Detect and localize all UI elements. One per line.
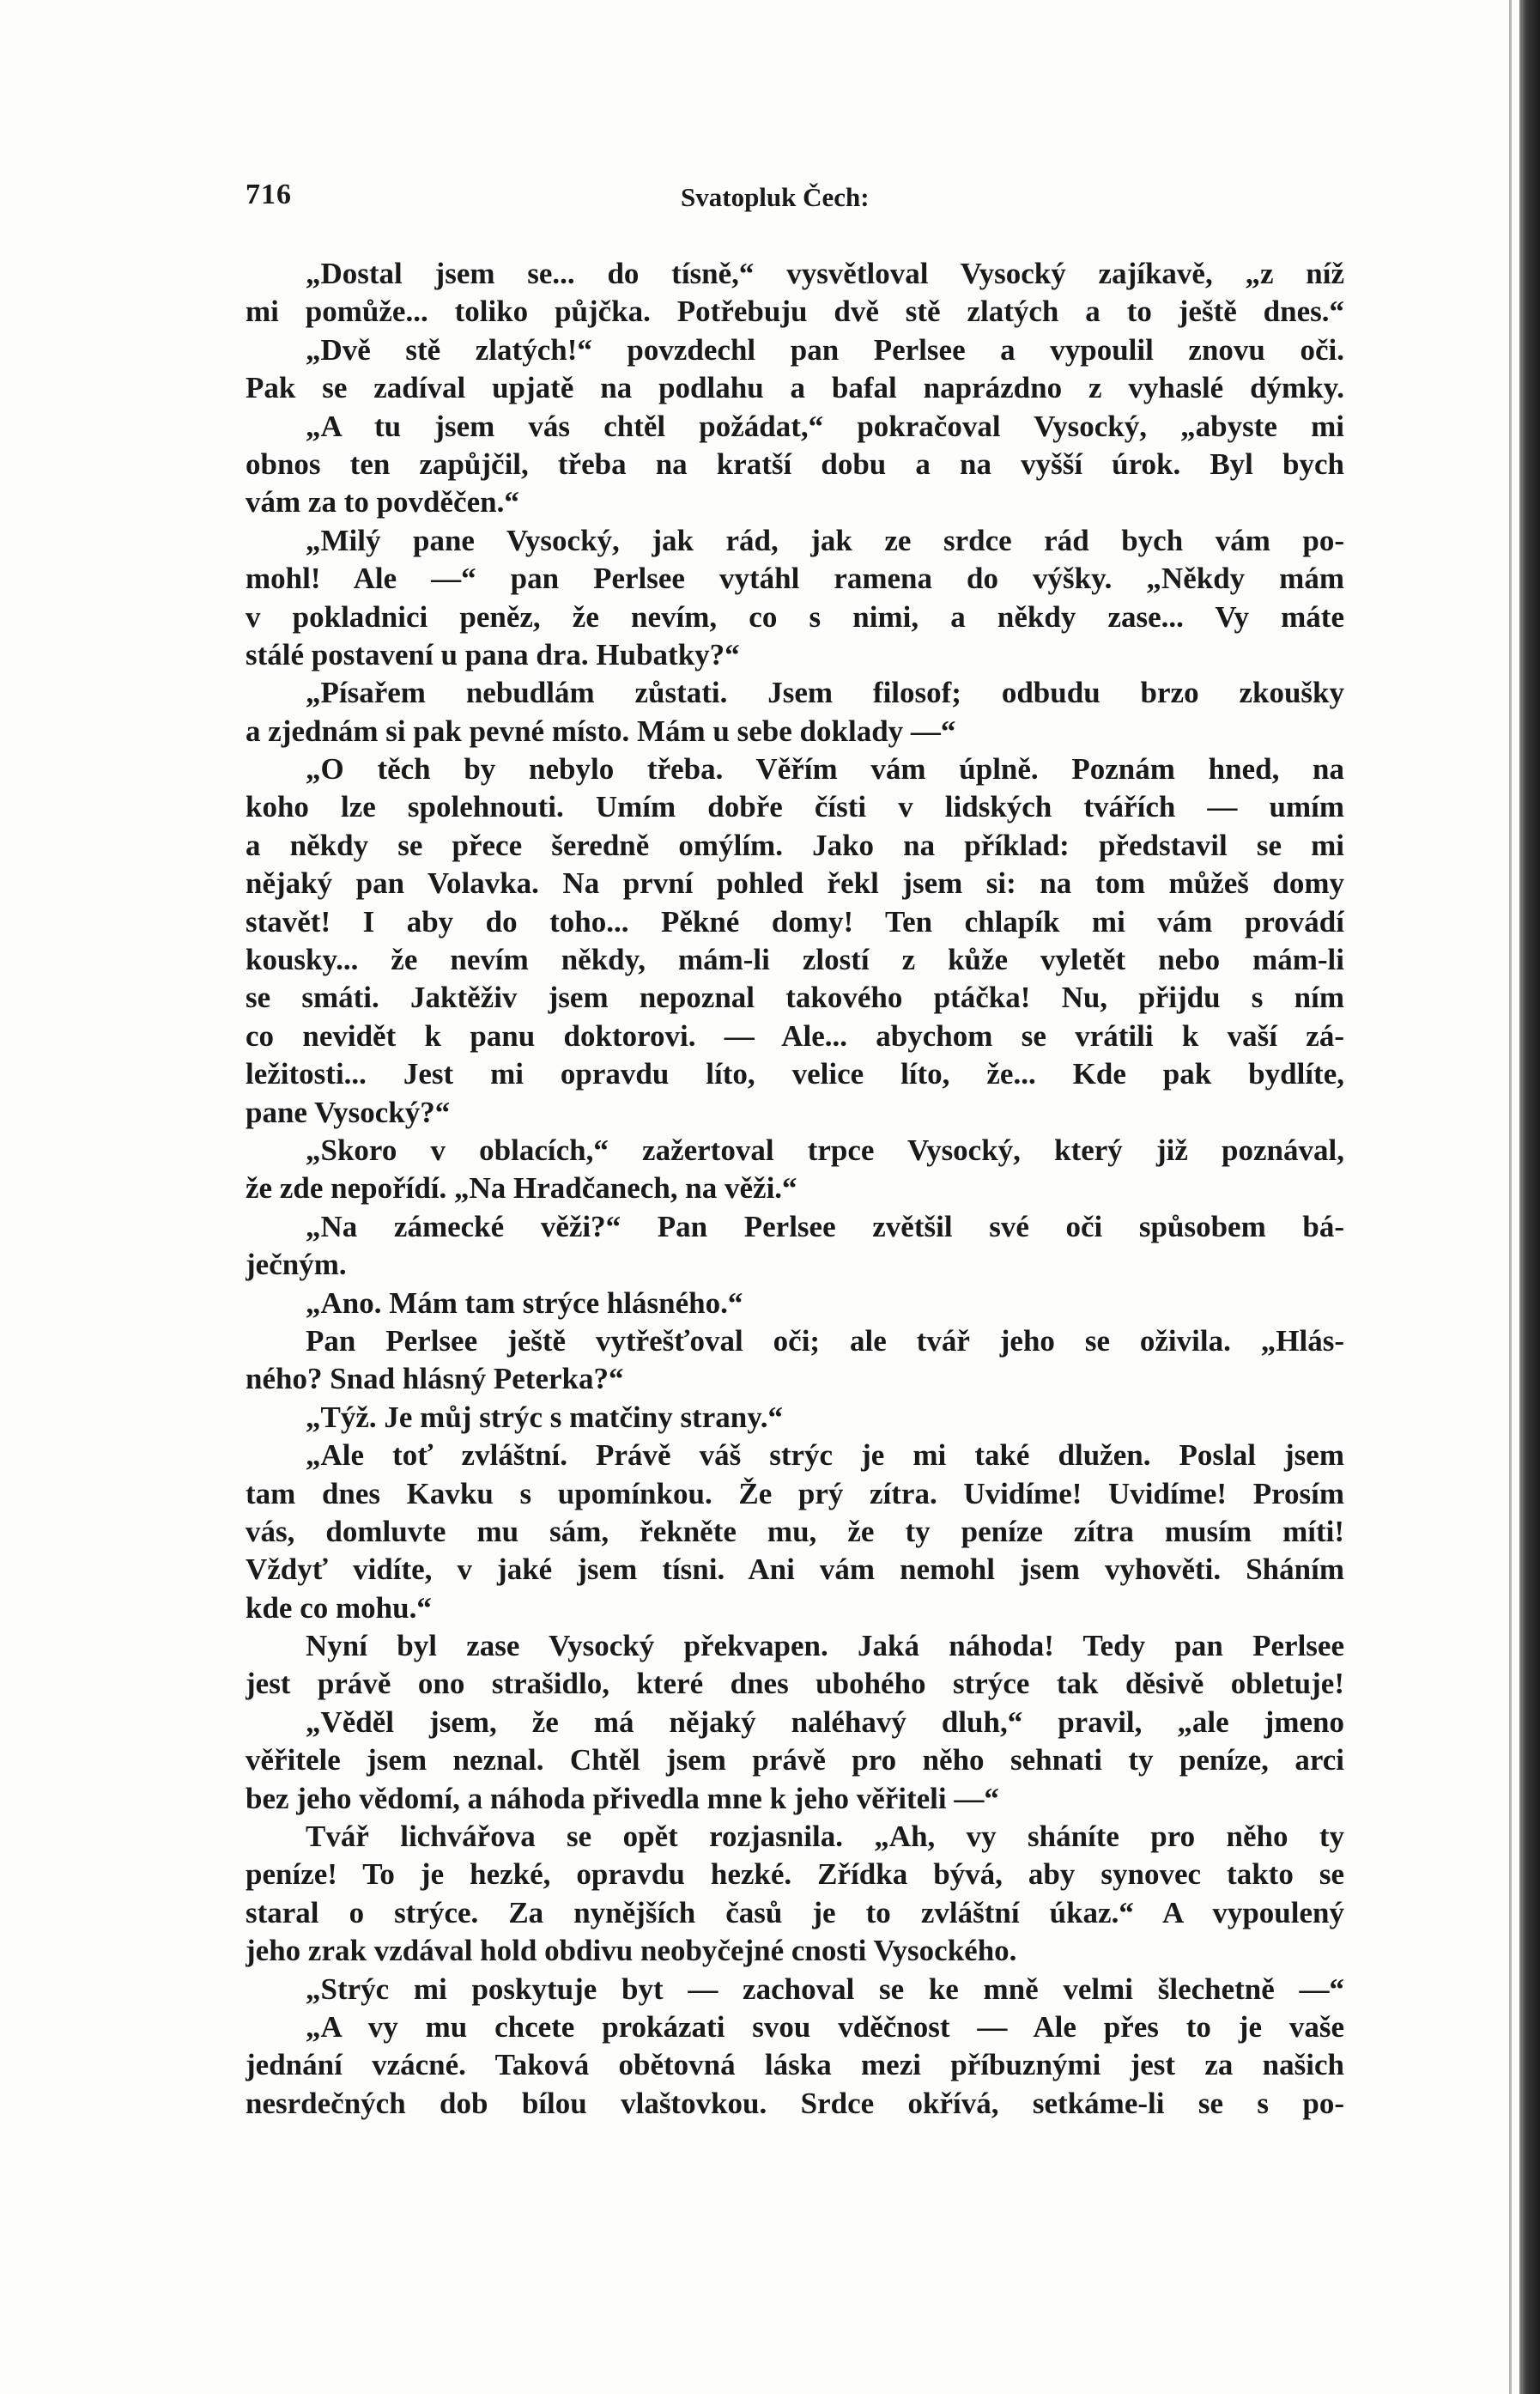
text-line: Pak se zadíval upjatě na podlahu a bafal naprázdno z vyhaslé dýmky. bbox=[246, 371, 1344, 405]
text-line: „A vy mu chcete prokázati svou vděčnost — Ale přes to je vaše bbox=[306, 2009, 1344, 2044]
text-line: „Skoro v oblacích,“ zažertoval trpce Vysocký, který již poznával, bbox=[306, 1133, 1344, 1167]
text-line: ležitosti... Jest mi opravdu líto, velice líto, že... Kde pak bydlíte, bbox=[246, 1057, 1344, 1091]
text-line: kousky... že nevím někdy, mám-li zlostí z kůže vyletět nebo mám-li bbox=[246, 943, 1344, 977]
page-number: 716 bbox=[246, 179, 292, 210]
text-line: věřitele jsem neznal. Chtěl jsem právě pro něho sehnati ty peníze, arci bbox=[246, 1743, 1344, 1777]
text-line: bez jeho vědomí, a náhoda přivedla mne k jeho věřiteli —“ bbox=[246, 1781, 999, 1815]
text-line: „Ano. Mám tam strýce hlásného.“ bbox=[306, 1285, 743, 1320]
text-line: a někdy se přece šeredně omýlím. Jako na příklad: představil se mi bbox=[246, 828, 1344, 862]
text-line: peníze! To je hezké, opravdu hezké. Zřídka bývá, aby synovec takto se bbox=[246, 1857, 1344, 1892]
text-line: nesrdečných dob bílou vlaštovkou. Srdce okřívá, setkáme-li se s po- bbox=[246, 2086, 1344, 2120]
text-line: „Věděl jsem, že má nějaký naléhavý dluh,“ pravil, „ale jmeno bbox=[306, 1704, 1344, 1739]
text-line: jest právě ono strašidlo, které dnes ubohého strýce tak děsivě obletuje! bbox=[246, 1667, 1344, 1701]
text-line: obnos ten zapůjčil, třeba na kratší dobu a na vyšší úrok. Byl bych bbox=[246, 447, 1344, 481]
text-line: „Na zámecké věži?“ Pan Perlsee zvětšil své oči spůsobem bá- bbox=[306, 1209, 1344, 1243]
running-title: Svatopluk Čech: bbox=[681, 182, 870, 212]
scan-border bbox=[1519, 0, 1540, 2394]
text-line: „Týž. Je můj strýc s matčiny strany.“ bbox=[306, 1400, 784, 1434]
text-line: „Ale toť zvláštní. Právě váš strýc je mi také dlužen. Poslal jsem bbox=[306, 1438, 1344, 1473]
text-line: „Písařem nebudlám zůstati. Jsem filosof; odbudu brzo zkoušky bbox=[306, 676, 1344, 710]
text-line: Tvář lichvářova se opět rozjasnila. „Ah, vy sháníte pro něho ty bbox=[306, 1820, 1344, 1854]
text-line: Nyní byl zase Vysocký překvapen. Jaká náhoda! Tedy pan Perlsee bbox=[306, 1629, 1344, 1663]
body-text bbox=[246, 255, 1344, 2123]
text-line: „Milý pane Vysocký, jak rád, jak ze srdce rád bych vám po- bbox=[306, 523, 1344, 557]
text-line: kde co mohu.“ bbox=[246, 1590, 432, 1625]
text-line: staral o strýce. Za nynějších časů je to zvláštní úkaz.“ A vypoulený bbox=[246, 1895, 1344, 1929]
text-line: a zjednám si pak pevné místo. Mám u sebe doklady —“ bbox=[246, 714, 956, 748]
text-line: „Strýc mi poskytuje byt — zachoval se ke mně velmi šlechetně —“ bbox=[306, 1972, 1344, 2006]
text-line: že zde nepořídí. „Na Hradčanech, na věži.“ bbox=[246, 1171, 797, 1206]
text-line: „Dvě stě zlatých!“ povzdechl pan Perlsee a vypoulil znovu oči. bbox=[306, 332, 1344, 367]
text-line: tam dnes Kavku s upomínkou. Že prý zítra. Uvidíme! Uvidíme! Prosím bbox=[246, 1476, 1344, 1510]
text-line: jeho zrak vzdával hold obdivu neobyčejné cnosti Vysockého. bbox=[246, 1934, 1017, 1968]
text-line: stavět! I aby do toho... Pěkné domy! Ten chlapík mi vám provádí bbox=[246, 904, 1344, 939]
text-line: koho lze spolehnouti. Umím dobře čísti v lidských tvářích — umím bbox=[246, 790, 1344, 824]
text-line: Vždyť vidíte, v jaké jsem tísni. Ani vám nemohl jsem vyhověti. Sháním bbox=[246, 1552, 1344, 1587]
text-line: stálé postavení u pana dra. Hubatky?“ bbox=[246, 637, 740, 671]
text-line: mohl! Ale —“ pan Perlsee vytáhl ramena do výšky. „Někdy mám bbox=[246, 562, 1344, 596]
text-line: se smáti. Jaktěživ jsem nepoznal takového ptáčka! Nu, přijdu s ním bbox=[246, 981, 1344, 1015]
text-line: co nevidět k panu doktorovi. — Ale... abychom se vrátili k vaší zá- bbox=[246, 1018, 1344, 1053]
text-line: nějaký pan Volavka. Na první pohled řekl jsem si: na tom můžeš domy bbox=[246, 866, 1344, 901]
text-line: vás, domluvte mu sám, řekněte mu, že ty peníze zítra musím míti! bbox=[246, 1514, 1344, 1548]
text-line: v pokladnici peněz, že nevím, co s nimi, a někdy zase... Vy máte bbox=[246, 599, 1344, 634]
text-line: ječným. bbox=[246, 1248, 347, 1282]
page-header bbox=[246, 179, 1344, 222]
text-line: pane Vysocký?“ bbox=[246, 1095, 451, 1129]
text-line: Pan Perlsee ještě vytřešťoval oči; ale tvář jeho se oživila. „Hlás- bbox=[306, 1323, 1344, 1358]
text-line: jednání vzácné. Taková obětovná láska mezi příbuznými jest za našich bbox=[246, 2048, 1344, 2082]
text-line: mi pomůže... toliko půjčka. Potřebuju dvě stě zlatých a to ještě dnes.“ bbox=[246, 295, 1344, 329]
page-edge-shadow bbox=[1509, 0, 1512, 2394]
text-line: vám za to povděčen.“ bbox=[246, 485, 519, 520]
text-line: „O těch by nebylo třeba. Věřím vám úplně. Poznám hned, na bbox=[306, 752, 1344, 787]
text-line: ného? Snad hlásný Peterka?“ bbox=[246, 1362, 624, 1396]
text-line: „A tu jsem vás chtěl požádat,“ pokračoval Vysocký, „abyste mi bbox=[306, 409, 1344, 443]
text-line: „Dostal jsem se... do tísně,“ vysvětloval Vysocký zajíkavě, „z níž bbox=[306, 257, 1344, 290]
